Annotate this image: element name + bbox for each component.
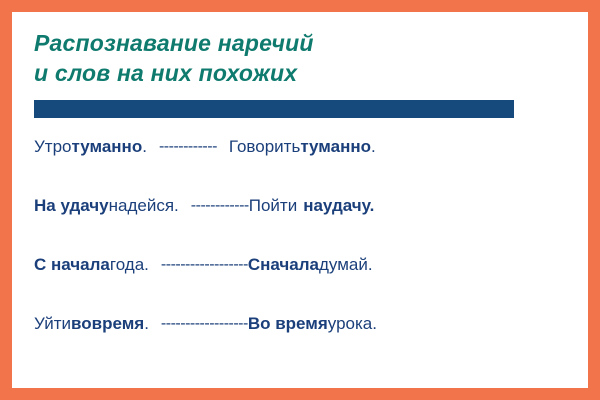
row-right-plain-1: Говорить: [228, 137, 301, 156]
lesson-card: [12, 12, 588, 388]
row-left-plain-2: .: [144, 314, 149, 333]
row-right-bold: наудачу.: [303, 196, 375, 215]
row-left-plain-2: года.: [109, 255, 149, 274]
list-item: [34, 254, 572, 313]
examples-list: [34, 136, 572, 372]
row-right-bold: Сначала: [247, 255, 319, 274]
row-left-plain-2: .: [142, 137, 147, 156]
list-item: [34, 313, 572, 372]
row-right-bold: туманно: [300, 137, 372, 156]
row-right-plain-2: урока.: [327, 314, 377, 333]
row-left-plain-1: Утро: [34, 137, 72, 156]
row-left-bold: На удачу: [34, 196, 109, 215]
row-dashes: ------------: [158, 138, 217, 155]
row-dashes: ------------------: [160, 315, 248, 332]
row-right-plain-2: думай.: [318, 255, 373, 274]
row-right-plain-1: Пойти: [248, 196, 298, 215]
row-left-bold: туманно: [71, 137, 143, 156]
page-title-line-2: и слов на них похожих: [34, 60, 298, 86]
row-right-bold: Во время: [247, 314, 328, 333]
list-item: [34, 136, 572, 195]
row-right-plain-2: .: [371, 137, 376, 156]
row-dashes: ------------: [190, 197, 249, 214]
title-underline-bar: [34, 100, 514, 118]
row-left-bold: С начала: [34, 255, 110, 274]
card-content: [28, 20, 572, 380]
row-left-plain-1: Уйти: [34, 314, 72, 333]
row-left-plain-2: надейся.: [108, 196, 179, 215]
row-dashes: ------------------: [160, 256, 248, 273]
list-item: [34, 195, 572, 254]
row-left-bold: вовремя: [71, 314, 145, 333]
page-title-line-1: Распознавание наречий: [34, 30, 314, 56]
page-title: [34, 28, 572, 88]
